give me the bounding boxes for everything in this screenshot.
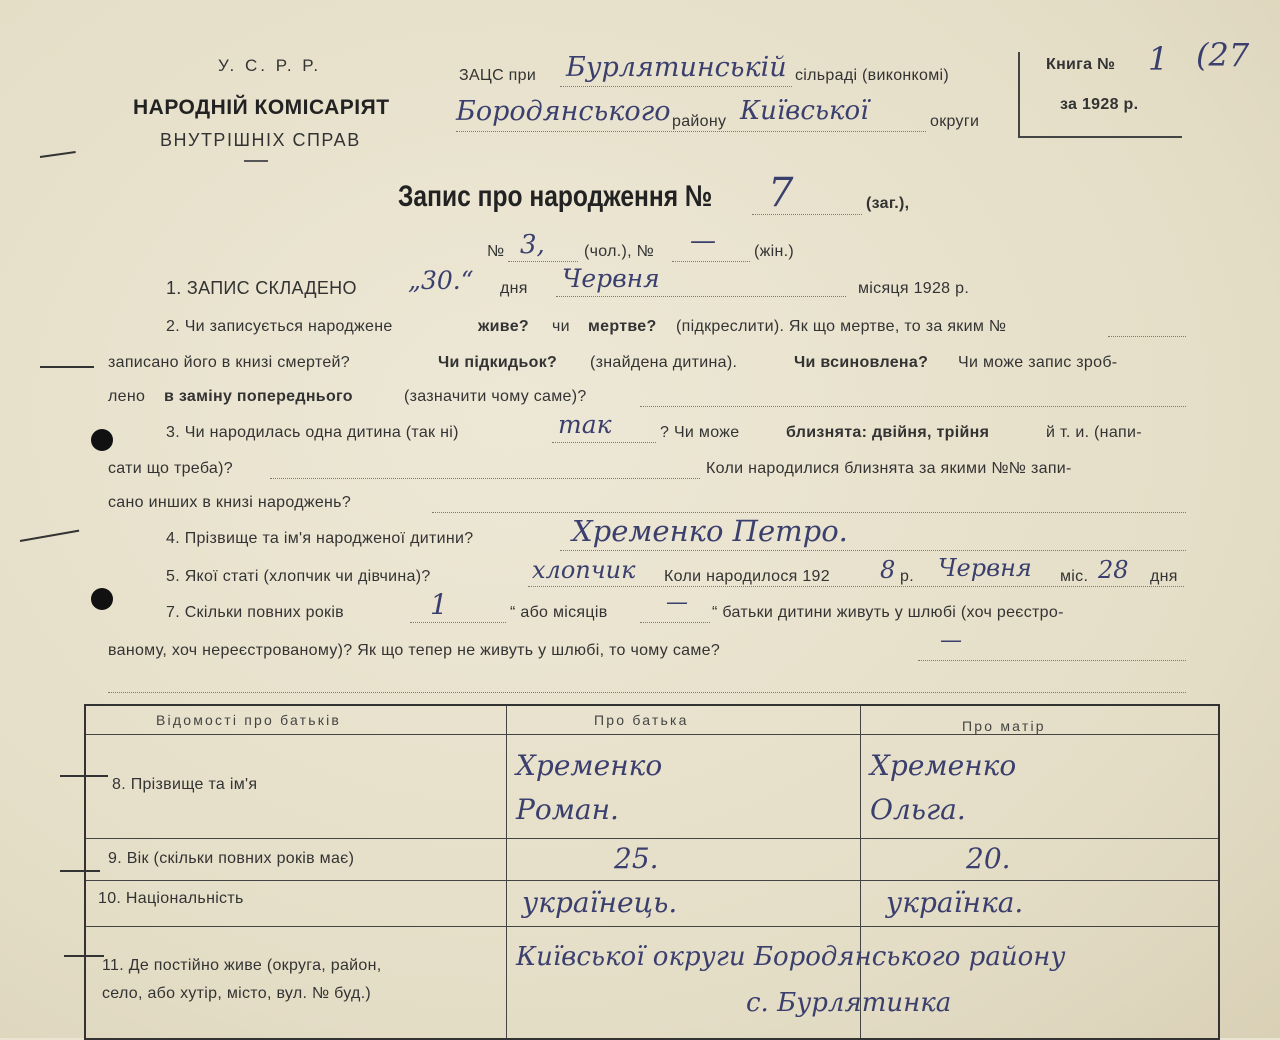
header-ussr: У. С. Р. Р. (218, 56, 322, 75)
zags-suffix: сільраді (виконкомі) (795, 67, 949, 84)
record-number-line (752, 214, 862, 215)
item2-or: чи (552, 318, 570, 335)
item7-months-line (640, 622, 710, 623)
item2-foundling: Чи підкидьок? (438, 354, 558, 371)
residence-line1: Київської округи Бородянського району (516, 942, 1066, 972)
item1-month-label: місяця 1928 р. (858, 280, 970, 297)
item3-line1b: ? Чи може (660, 424, 740, 441)
item3-line2a: сати що треба)? (108, 460, 233, 477)
table-divider (506, 706, 507, 1038)
item2-death-line (1108, 336, 1186, 337)
record-number: 7 (768, 170, 794, 216)
item1-month: Червня (562, 264, 660, 293)
item1-label: 1. ЗАПИС СКЛАДЕНО (166, 278, 357, 298)
item1-month-line (556, 296, 846, 297)
item7-years: 1 (430, 588, 448, 621)
mother-name: Хременко Ольга. (870, 749, 1017, 826)
item2-line1a: 2. Чи записується народжене (166, 318, 393, 335)
residence-line2: с. Бурлятинка (746, 988, 952, 1018)
document-title: Запис про народження № (398, 180, 713, 213)
item7-label-b: “ або місяців (510, 604, 608, 621)
item5-label: 5. Якої статі (хлопчик чи дівчина)? (166, 568, 431, 585)
punch-hole-bottom (91, 588, 113, 610)
item7-label-c: “ батьки дитини живуть у шлюбі (хоч реєстро- (712, 604, 1064, 621)
table-header-mother: Про матір (962, 718, 1046, 734)
zags-village: Бурлятинській (566, 52, 787, 83)
male-number-line (508, 261, 578, 262)
item4-label: 4. Прізвище та ім'я народженої дитини? (166, 530, 474, 547)
binding-mark (40, 366, 94, 368)
binding-mark (40, 151, 76, 158)
header-commissariat: НАРОДНІЙ КОМІСАРІЯТ (133, 96, 390, 119)
item3-single: так (558, 410, 612, 439)
item3-single-line (552, 442, 656, 443)
item3-line3: сано инших в книзі народжень? (108, 494, 352, 511)
zags-okruha: Київської (740, 96, 869, 126)
father-age: 25. (614, 842, 659, 875)
female-number-line (672, 261, 750, 262)
mother-age: 20. (966, 842, 1011, 875)
zags-prefix: ЗАЦС при (459, 67, 537, 84)
item5-day: 28 (1098, 556, 1129, 584)
table-header-father: Про батька (594, 712, 689, 728)
table-divider (86, 926, 1218, 927)
female-label: (жін.) (754, 243, 794, 260)
item5-r: р. (900, 568, 914, 585)
item4-line (560, 550, 1186, 551)
item2-line3b: (зазначити чому саме)? (404, 388, 587, 405)
male-number: 3, (520, 230, 545, 260)
item5-year: 8 (880, 556, 896, 584)
book-number: 1 (1148, 40, 1169, 78)
zags-district: Бородянського (456, 96, 671, 127)
punch-hole-top (91, 429, 113, 451)
father-name: Хременко Роман. (516, 749, 663, 826)
item2-line1b: (підкреслити). Як що мертве, то за яким № (676, 318, 1007, 335)
item3-line2b: Коли народилися близнята за якими №№ запи- (706, 460, 1072, 477)
table-header-info: Відомості про батьків (156, 712, 342, 728)
item5-dnia: дня (1150, 568, 1178, 585)
item5-line (528, 586, 1184, 587)
binding-mark (20, 530, 79, 542)
book-extra: (27 (1196, 36, 1250, 74)
table-row-nationality-label: 10. Національність (98, 890, 244, 907)
zags-village-line (560, 86, 792, 87)
item1-day: „30.“ (408, 266, 474, 295)
item4-child-name: Хременко Петро. (572, 514, 848, 548)
table-row-age-label: 9. Вік (скільки повних років має) (108, 850, 355, 867)
zags-district-label: району (672, 113, 727, 130)
item3-twins: близнята: двійня, трійня (786, 424, 990, 441)
father-nationality: українець. (522, 886, 678, 919)
item7-label-a: 7. Скільки повних років (166, 604, 344, 621)
item1-day-label: дня (500, 280, 528, 297)
item7-line2-answer: — (940, 628, 962, 653)
header-divider (244, 160, 268, 162)
book-label: Книга № (1046, 56, 1116, 73)
item5-mis: міс. (1060, 568, 1089, 585)
item7-reason-line (918, 660, 1186, 661)
item5-when: Коли народилося 192 (664, 568, 830, 585)
zags-okruha-label: округи (930, 113, 980, 130)
item2-live: живе? (478, 318, 529, 335)
table-row-residence-label: 11. Де постійно живе (округа, район, село, або хутір, місто, вул. № буд.) (102, 957, 382, 1002)
item3-records-line (432, 512, 1186, 513)
item2-line2c: Чи може запис зроб- (958, 354, 1118, 371)
table-row-name-label: 8. Прізвище та ім'я (112, 776, 258, 793)
female-number: — (690, 226, 716, 256)
item7-line2: ваному, хоч нереєстрованому)? Як що тепер не живуть у шлюбі, то чому саме? (108, 642, 721, 659)
item7-months: — (666, 590, 688, 615)
table-divider (86, 838, 1218, 839)
header-internal-affairs: ВНУТРІШНІХ СПРАВ (160, 130, 361, 150)
item3-line1a: 3. Чи народилась одна дитина (так ні) (166, 424, 459, 441)
book-year: за 1928 р. (1060, 96, 1139, 113)
item7-years-line (410, 622, 506, 623)
item7-extra-line (108, 692, 1186, 693)
item3-line1c: й т. и. (напи- (1046, 424, 1142, 441)
zags-district-line (456, 131, 926, 132)
item2-line2b: (знайдена дитина). (590, 354, 738, 371)
item2-line2a: записано його в книзі смертей? (108, 354, 350, 371)
table-divider (86, 734, 1218, 735)
item2-replacement: в заміну попереднього (164, 388, 353, 405)
item2-line3a: лено (108, 388, 146, 405)
parents-table (84, 704, 1220, 1040)
mother-nationality: українка. (886, 886, 1024, 919)
male-no-label: № (487, 243, 505, 260)
item2-adopted: Чи всиновлена? (794, 354, 929, 371)
title-suffix: (заг.), (866, 195, 910, 212)
item3-twins-line (270, 478, 700, 479)
item5-sex: хлопчик (532, 556, 636, 584)
table-divider (86, 880, 1218, 881)
item5-month: Червня (938, 554, 1032, 582)
male-label: (чол.), № (584, 243, 655, 260)
item2-reason-line (640, 406, 1186, 407)
item2-dead: мертве? (588, 318, 657, 335)
